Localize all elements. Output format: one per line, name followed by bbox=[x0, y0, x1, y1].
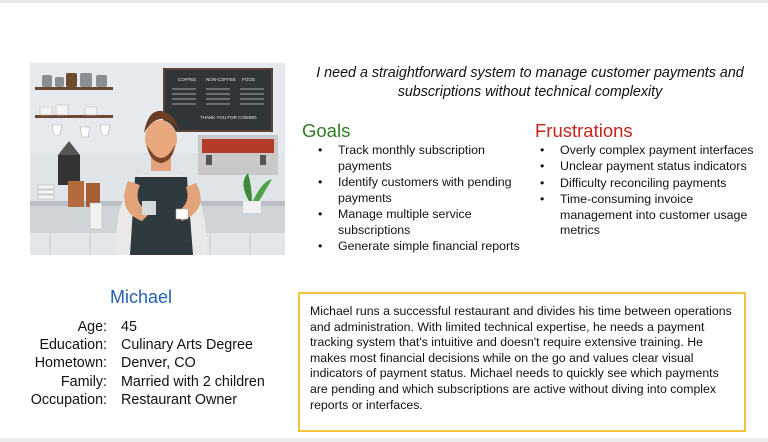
fact-label: Age: bbox=[77, 319, 107, 335]
persona-quote: I need a straightforward system to manage customer payments and subscriptions without technical complexity bbox=[316, 65, 744, 100]
frustration-item bbox=[532, 143, 757, 159]
fact-value: Culinary Arts Degree bbox=[121, 337, 253, 354]
fact-label: Family: bbox=[60, 373, 107, 390]
fact-row-occupation bbox=[22, 391, 271, 409]
bullet-icon: • bbox=[540, 192, 545, 207]
fact-label: Occupation: bbox=[30, 391, 107, 408]
bullet-icon: • bbox=[540, 143, 545, 157]
frustration-text: Difficulty reconciling payments bbox=[560, 175, 727, 190]
frustrations-list bbox=[532, 143, 757, 240]
goals-list bbox=[310, 143, 520, 255]
bullet-icon: • bbox=[318, 238, 323, 253]
persona-facts bbox=[22, 318, 271, 409]
menu-column-food: FOOD bbox=[242, 77, 255, 82]
bullet-icon: • bbox=[318, 206, 323, 221]
persona-bio: Michael runs a successful restaurant and divides his time between operations and administration. With limited technical expertise, he needs a payment tracking system that's intuitive and doesn't require extensive training. He makes most financial decisions while on the go and values clear visual indicators of payment status. Michael needs to quickly see which payments are pending and which subscriptions are active without diving into complex reports or interfaces. bbox=[298, 292, 746, 432]
goal-item bbox=[310, 175, 520, 206]
fact-value: 45 bbox=[121, 319, 137, 335]
menu-column-non-coffee: NON-COFFEE bbox=[206, 77, 236, 82]
goal-item bbox=[310, 239, 520, 255]
persona-name: Michael bbox=[110, 287, 173, 307]
fact-label: Education: bbox=[39, 337, 107, 354]
fact-row-education bbox=[22, 336, 271, 354]
frustration-item bbox=[532, 176, 757, 192]
fact-row-family bbox=[22, 373, 271, 391]
top-edge bbox=[0, 0, 768, 3]
frustration-text: Unclear payment status indicators bbox=[560, 159, 747, 174]
goal-text: Identify customers with pending payments bbox=[338, 174, 512, 205]
menu-footer: THANK YOU FOR COMING bbox=[200, 115, 257, 120]
fact-value: Restaurant Owner bbox=[121, 391, 238, 408]
fact-row-hometown bbox=[22, 354, 271, 372]
bullet-icon: • bbox=[318, 143, 323, 157]
goal-text: Manage multiple service subscriptions bbox=[338, 206, 472, 237]
frustration-item bbox=[532, 159, 757, 175]
menu-column-coffee: COFFEE bbox=[178, 77, 197, 82]
bullet-icon: • bbox=[540, 159, 545, 174]
frustration-item bbox=[532, 192, 757, 239]
goal-item bbox=[310, 143, 520, 174]
goal-text: Generate simple financial reports bbox=[338, 238, 520, 253]
bullet-icon: • bbox=[318, 174, 323, 189]
bottom-edge bbox=[0, 438, 768, 442]
barista-illustration bbox=[30, 63, 285, 255]
frustration-text: Time-consuming invoice management into customer usage metrics bbox=[560, 192, 748, 238]
goals-heading: Goals bbox=[302, 120, 351, 141]
frustrations-heading: Frustrations bbox=[535, 120, 633, 141]
goal-item bbox=[310, 207, 520, 238]
goal-text: Track monthly subscription payments bbox=[338, 143, 485, 173]
fact-value: Denver, CO bbox=[121, 355, 196, 372]
fact-value: Married with 2 children bbox=[121, 373, 265, 390]
fact-label: Hometown: bbox=[34, 355, 107, 372]
frustration-text: Overly complex payment interfaces bbox=[560, 143, 754, 157]
bullet-icon: • bbox=[540, 175, 545, 190]
fact-row-age bbox=[22, 318, 271, 336]
